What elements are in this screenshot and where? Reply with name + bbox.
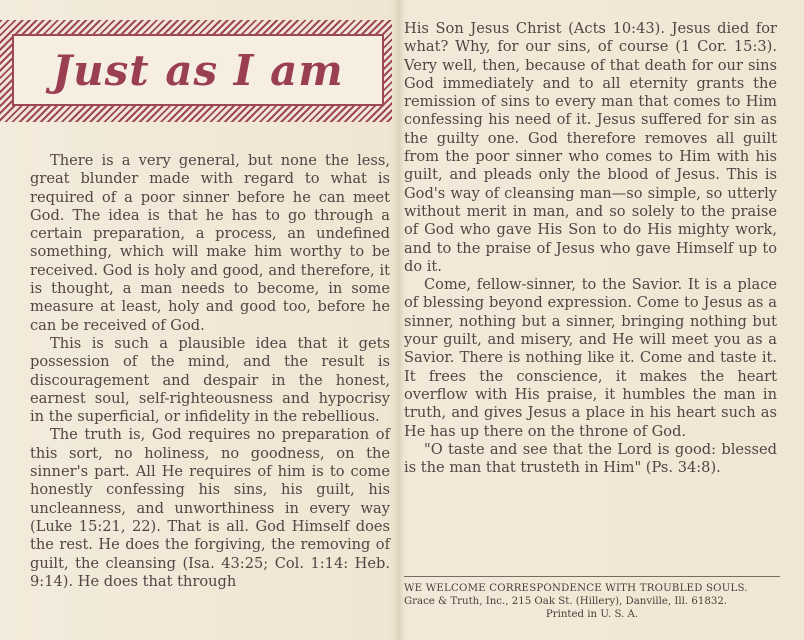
page-title: Just as I am bbox=[52, 45, 344, 95]
left-column bbox=[30, 152, 390, 591]
publisher-footer bbox=[404, 576, 780, 621]
paragraph: Come, fellow-sinner, to the Savior. It is a place of blessing beyond expression. Come to Jesus as a sinner, nothing but a sinner, bringing nothing but your guilt, and misery, and He will meet you as a Savior. There is nothing like it. Come and taste it. It frees the conscience, it makes the heart overflow with His praise, it humbles the man in truth, and gives Jesus a place in his heart such as He has up there on the throne of God. bbox=[404, 276, 777, 440]
paragraph: His Son Jesus Christ (Acts 10:43). Jesus died for what? Why, for our sins, of course (1 Cor. 15:3). Very well, then, because of that death for our sins God immediately and to all eternity grants the remission of sins to every man that comes to Him confessing his need of it. Jesus suffered for sin as the guilty one. God therefore removes all guilt from the poor sinner who comes to Him with his guilt, and pleads only the blood of Jesus. This is God's way of cleansing man—so simple, so utterly without merit in man, and so solely to the praise of God who gave His Son to do His mighty work, and to the praise of Jesus who gave Himself up to do it. bbox=[404, 20, 777, 275]
scripture-quote: "O taste and see that the Lord is good: blessed is the man that trusteth in Him" (Ps. 34:8). bbox=[404, 440, 777, 477]
title-frame bbox=[12, 34, 384, 106]
title-banner bbox=[0, 20, 392, 122]
footer-line: WE WELCOME CORRESPONDENCE WITH TROUBLED SOULS. bbox=[404, 583, 748, 594]
right-column bbox=[404, 20, 777, 477]
paragraph: This is such a plausible idea that it gets possession of the mind, and the result is discouragement and despair in the honest, earnest soul, self-righteousness and hypocrisy in the superficial, or infidelity in the rebellious. bbox=[30, 334, 390, 426]
page-fold bbox=[394, 0, 404, 640]
footer-address: Grace & Truth, Inc., 215 Oak St. (Hillery), Danville, Ill. 61832. bbox=[404, 596, 728, 607]
paragraph: There is a very general, but none the less, great blunder made with regard to what is required of a poor sinner before he can meet God. The idea is that he has to go through a certain preparation, a process, an undefined something, which will make him worthy to be received. God is holy and good, and therefore, it is thought, a man needs to become, in some measure at least, holy and good too, before he can be received of God. bbox=[30, 152, 390, 334]
footer-printed: Printed in U. S. A. bbox=[545, 609, 639, 620]
paragraph: The truth is, God requires no preparation of this sort, no holiness, no goodness, on the sinner's part. All He requires of him is to come honestly confessing his sins, his guilt, his uncleanness, and unworthiness in every way (Luke 15:21, 22). That is all. God Himself does the rest. He does the forgiving, the removing of guilt, the cleansing (Isa. 43:25; Col. 1:14: Heb. 9:14). He does that through bbox=[30, 426, 390, 590]
